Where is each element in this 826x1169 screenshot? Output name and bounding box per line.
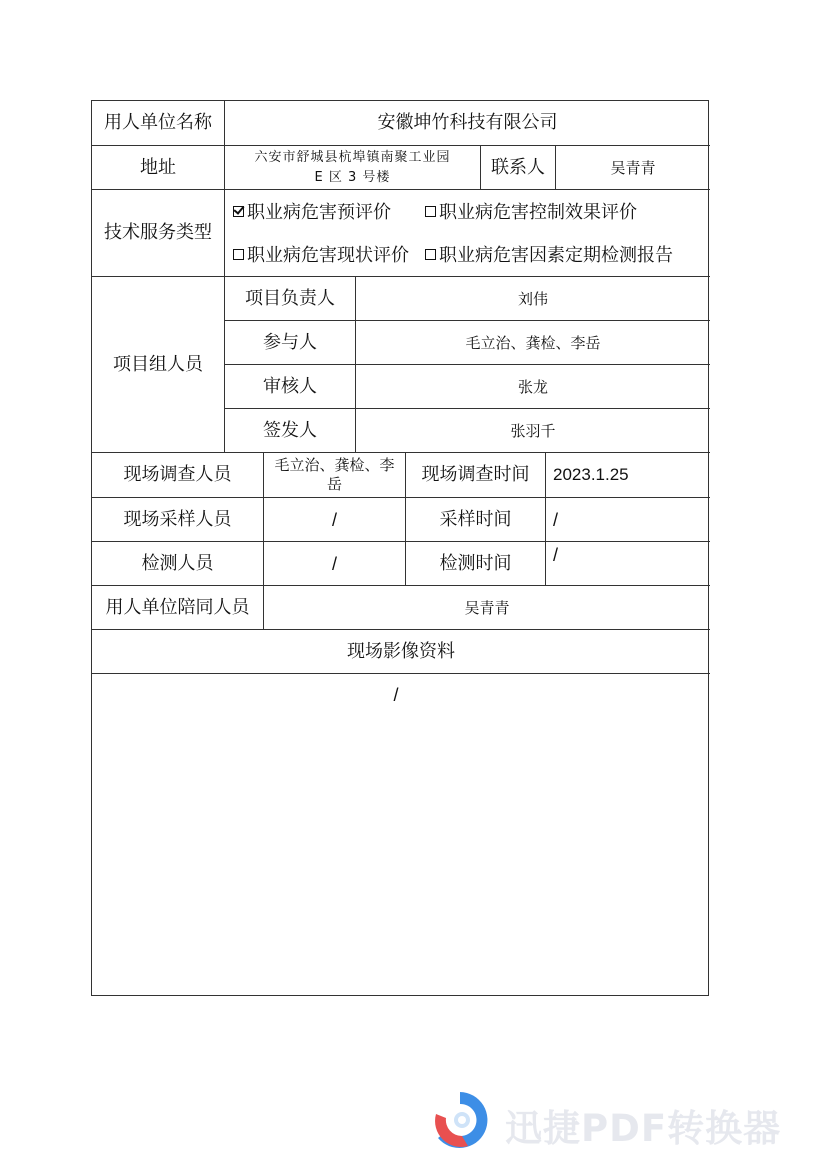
label-reviewer: 审核人 <box>225 365 356 409</box>
label-participants: 参与人 <box>225 321 356 365</box>
service-option-control-effect[interactable]: 职业病危害控制效果评价 <box>425 202 637 224</box>
label-project-team: 项目组人员 <box>92 277 225 453</box>
service-option-pre-assessment[interactable]: 职业病危害预评价 <box>233 202 391 224</box>
label-survey-staff: 现场调查人员 <box>92 453 264 498</box>
label-survey-time: 现场调查时间 <box>406 453 546 498</box>
record-table <box>91 100 709 996</box>
label-employer-name: 用人单位名称 <box>92 101 225 146</box>
label-photos: 现场影像资料 <box>92 630 710 674</box>
label-contact: 联系人 <box>481 146 556 190</box>
value-survey-time: 2023.1.25 <box>546 453 710 498</box>
service-options <box>225 190 710 277</box>
service-option-status-assessment[interactable]: 职业病危害现状评价 <box>233 245 409 267</box>
checkbox-icon[interactable] <box>233 249 244 260</box>
value-testing-time: / <box>546 542 710 586</box>
service-option-periodic-testing[interactable]: 职业病危害因素定期检测报告 <box>425 245 673 267</box>
label-testing-time: 检测时间 <box>406 542 546 586</box>
label-sampling-time: 采样时间 <box>406 498 546 542</box>
value-project-leader: 刘伟 <box>356 277 710 321</box>
checkbox-icon[interactable] <box>233 206 244 217</box>
label-address: 地址 <box>92 146 225 190</box>
label-service-type: 技术服务类型 <box>92 190 225 277</box>
checkbox-icon[interactable] <box>425 249 436 260</box>
label-testing-staff: 检测人员 <box>92 542 264 586</box>
value-contact: 吴青青 <box>556 146 710 190</box>
value-sampling-staff: / <box>264 498 406 542</box>
label-issuer: 签发人 <box>225 409 356 453</box>
value-employer-name: 安徽坤竹科技有限公司 <box>225 101 710 146</box>
value-address: 六安市舒城县杭埠镇南聚工业园 E 区 3 号楼 <box>225 146 481 190</box>
value-testing-staff: / <box>264 542 406 586</box>
value-issuer: 张羽千 <box>356 409 710 453</box>
xunjie-logo-icon <box>428 1088 492 1152</box>
value-reviewer: 张龙 <box>356 365 710 409</box>
watermark-text: 迅捷PDF转换器 <box>505 1107 782 1150</box>
label-project-leader: 项目负责人 <box>225 277 356 321</box>
value-participants: 毛立治、龚检、李岳 <box>356 321 710 365</box>
value-survey-staff: 毛立治、龚检、李岳 <box>264 453 406 498</box>
value-photos: / <box>393 685 399 705</box>
label-sampling-staff: 现场采样人员 <box>92 498 264 542</box>
label-escort: 用人单位陪同人员 <box>92 586 264 630</box>
checkbox-icon[interactable] <box>425 206 436 217</box>
value-sampling-time: / <box>546 498 710 542</box>
value-escort: 吴青青 <box>264 586 710 630</box>
